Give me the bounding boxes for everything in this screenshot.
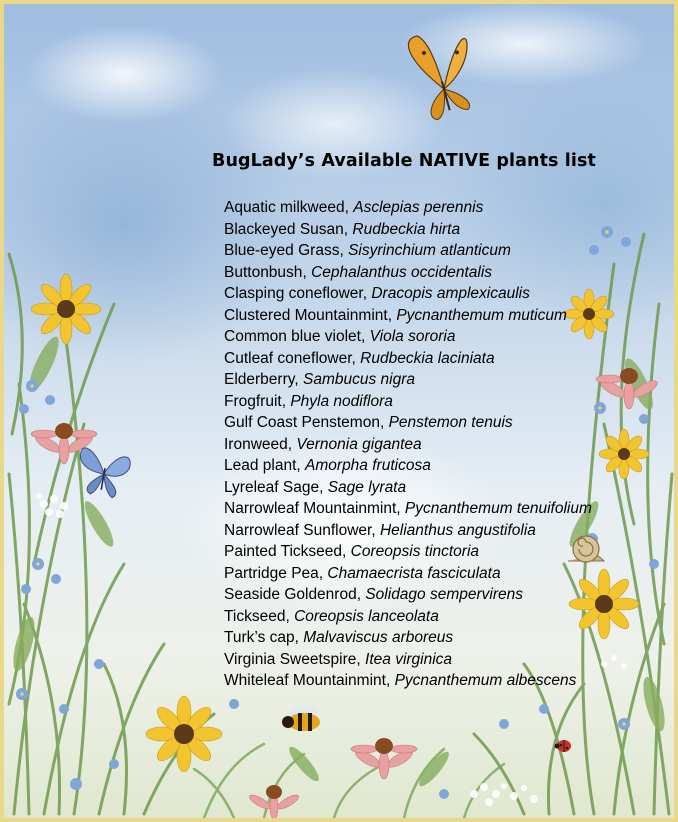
plant-scientific-name: Solidago sempervirens	[365, 586, 524, 603]
plant-common-name: Clustered Mountainmint	[224, 306, 388, 324]
plant-scientific-name: Coreopsis tinctoria	[350, 543, 480, 560]
plant-common-name: Blackeyed Susan	[224, 220, 344, 238]
plant-item: Frogfruit, Phyla nodiflora	[224, 392, 393, 410]
plant-scientific-name: Coreopsis lanceolata	[294, 607, 439, 625]
plant-common-name: Painted Tickseed	[224, 543, 343, 560]
plant-scientific-name: Chamaecrista fasciculata	[327, 564, 501, 582]
plant-item: Narrowleaf Sunflower, Helianthus angustifolia	[224, 521, 536, 539]
plant-common-name: Blue-eyed Grass	[224, 242, 340, 259]
plant-scientific-name: Pycnanthemum muticum	[396, 306, 567, 324]
plant-item: Virginia Sweetspire, Itea virginica	[224, 650, 453, 668]
plant-item: Lead plant, Amorpha fruticosa	[224, 457, 431, 474]
plant-list	[224, 197, 592, 692]
plant-common-name: Cutleaf coneflower	[224, 349, 352, 367]
plant-common-name: Lyreleaf Sage	[224, 478, 320, 496]
plant-item: Lyreleaf Sage, Sage lyrata	[224, 478, 407, 496]
page-title: BugLady’s Available NATIVE plants list	[212, 151, 596, 171]
plant-common-name: Aquatic milkweed	[224, 199, 345, 216]
plant-common-name: Narrowleaf Mountainmint	[224, 500, 397, 517]
plant-common-name: Tickseed	[224, 607, 286, 625]
plant-item: Whiteleaf Mountainmint, Pycnanthemum albescens	[224, 672, 577, 689]
plant-scientific-name: Dracopis amplexicaulis	[371, 285, 530, 302]
plant-scientific-name: Phyla nodiflora	[290, 392, 393, 410]
plant-common-name: Lead plant	[224, 457, 297, 474]
plant-item: Blackeyed Susan, Rudbeckia hirta	[224, 220, 461, 238]
plant-common-name: Turk’s cap	[224, 629, 295, 646]
plant-item: Common blue violet, Viola sororia	[224, 328, 456, 345]
plant-common-name: Gulf Coast Penstemon	[224, 414, 380, 431]
plant-scientific-name: Penstemon tenuis	[388, 414, 513, 431]
plant-common-name: Clasping coneflower	[224, 285, 363, 302]
plant-item: Painted Tickseed, Coreopsis tinctoria	[224, 543, 480, 560]
plant-item: Narrowleaf Mountainmint, Pycnanthemum tenuifolium	[224, 500, 592, 517]
plant-scientific-name: Amorpha fruticosa	[305, 457, 431, 474]
plant-scientific-name: Sisyrinchium atlanticum	[348, 242, 511, 259]
plant-item: Partridge Pea, Chamaecrista fasciculata	[224, 564, 501, 582]
plant-common-name: Partridge Pea	[224, 564, 319, 582]
plant-common-name: Common blue violet	[224, 328, 361, 345]
plant-item: Buttonbush, Cephalanthus occidentalis	[224, 263, 493, 281]
plant-item: Seaside Goldenrod, Solidago sempervirens	[224, 586, 524, 603]
plant-common-name: Buttonbush	[224, 263, 303, 281]
plant-common-name: Narrowleaf Sunflower	[224, 521, 372, 539]
plant-scientific-name: Sage lyrata	[327, 478, 407, 496]
plant-common-name: Whiteleaf Mountainmint	[224, 672, 386, 689]
plants-list-panel	[4, 4, 674, 818]
plant-scientific-name: Malvaviscus arboreus	[303, 629, 454, 646]
plant-item: Cutleaf coneflower, Rudbeckia laciniata	[224, 349, 495, 367]
plant-scientific-name: Asclepias perennis	[353, 199, 484, 216]
plant-scientific-name: Itea virginica	[365, 650, 453, 668]
plant-scientific-name: Sambucus nigra	[302, 371, 415, 388]
plant-scientific-name: Viola sororia	[369, 328, 456, 345]
plant-item: Gulf Coast Penstemon, Penstemon tenuis	[224, 414, 513, 431]
plant-item: Ironweed, Vernonia gigantea	[224, 435, 422, 453]
plant-common-name: Seaside Goldenrod	[224, 586, 357, 603]
plant-scientific-name: Rudbeckia hirta	[352, 220, 461, 238]
plant-item: Clasping coneflower, Dracopis amplexicaulis	[224, 285, 530, 302]
plant-scientific-name: Rudbeckia laciniata	[360, 349, 495, 367]
plant-scientific-name: Cephalanthus occidentalis	[311, 263, 493, 281]
plant-scientific-name: Pycnanthemum albescens	[394, 672, 577, 689]
plant-scientific-name: Vernonia gigantea	[296, 435, 422, 453]
plant-item: Turk’s cap, Malvaviscus arboreus	[224, 629, 454, 646]
plant-item: Blue-eyed Grass, Sisyrinchium atlanticum	[224, 242, 511, 259]
plant-scientific-name: Pycnanthemum tenuifolium	[404, 500, 592, 517]
plant-common-name: Elderberry	[224, 371, 295, 388]
plant-common-name: Virginia Sweetspire	[224, 650, 357, 668]
plant-scientific-name: Helianthus angustifolia	[379, 521, 536, 539]
plant-item: Aquatic milkweed, Asclepias perennis	[224, 199, 484, 216]
plant-item: Elderberry, Sambucus nigra	[224, 371, 415, 388]
plant-common-name: Frogfruit	[224, 392, 282, 410]
plant-item: Clustered Mountainmint, Pycnanthemum muticum	[224, 306, 567, 324]
plant-common-name: Ironweed	[224, 435, 288, 453]
plant-item: Tickseed, Coreopsis lanceolata	[224, 607, 439, 625]
